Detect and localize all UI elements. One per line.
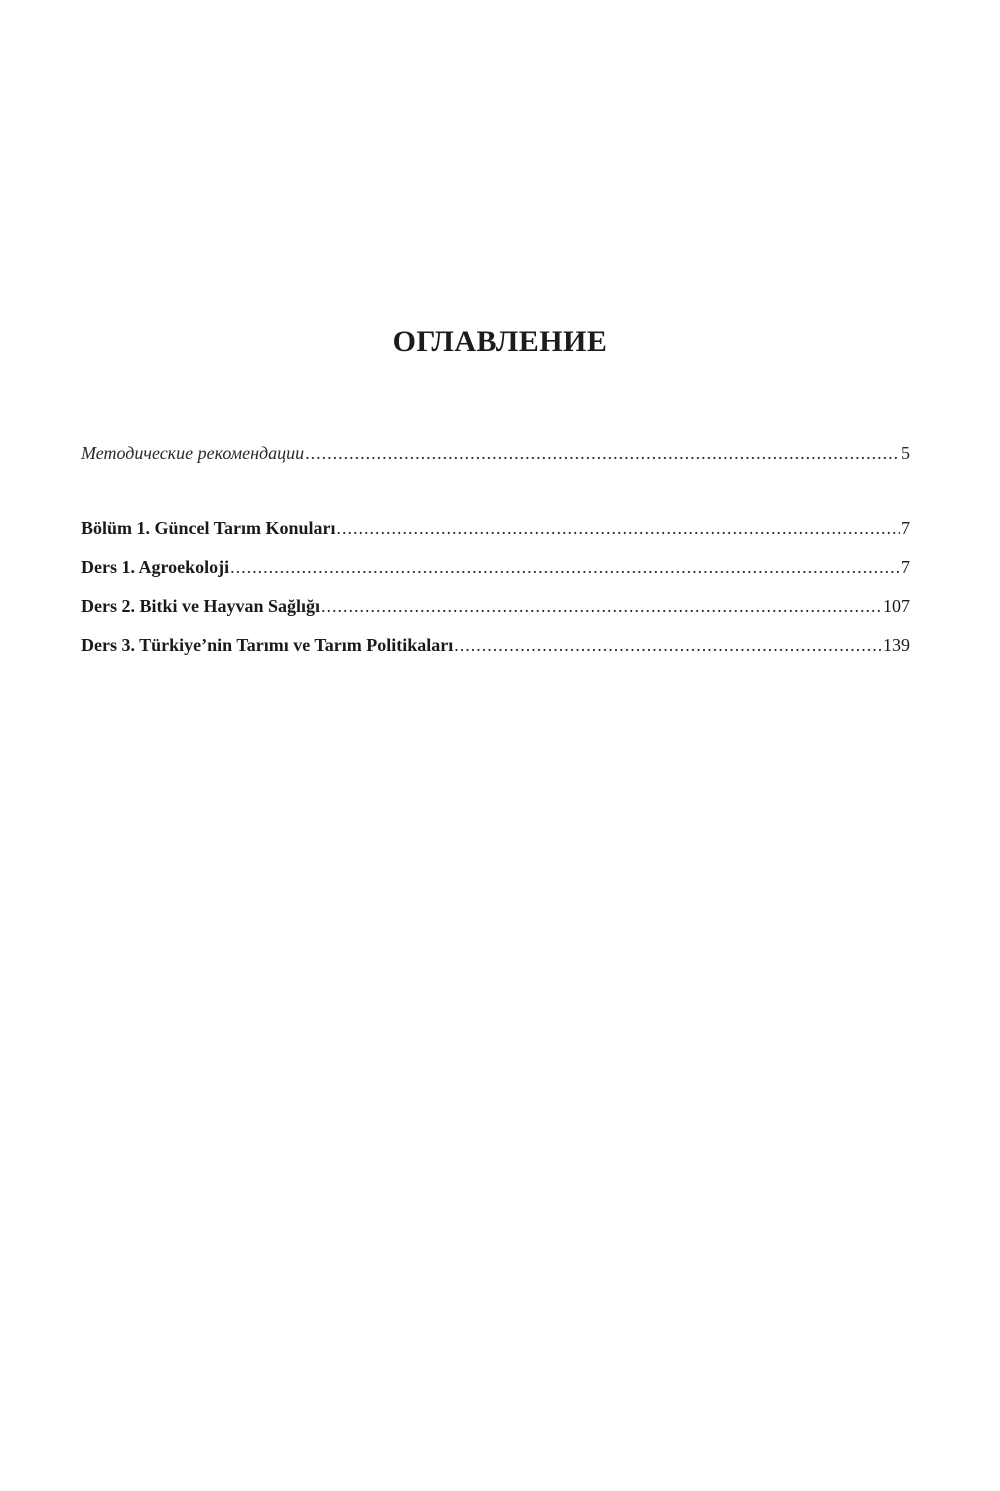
toc-entry-label: Ders 3. Türkiye’nin Tarımı ve Tarım Politikaları	[81, 635, 454, 655]
toc-entry-label: Методические рекомендации	[81, 443, 305, 463]
toc-entry-page: 107	[883, 596, 910, 616]
toc-entry-intro[interactable]	[81, 438, 910, 468]
row-spacer	[81, 543, 910, 552]
row-spacer	[81, 582, 910, 591]
toc-entry-page: 7	[901, 557, 910, 577]
toc-entry-label: Ders 2. Bitki ve Hayvan Sağlığı	[81, 596, 321, 616]
toc-entry-bolum-1[interactable]	[81, 513, 910, 543]
section-gap	[81, 468, 910, 513]
toc-entry-page: 5	[901, 443, 910, 463]
page-title: ОГЛАВЛЕНИЕ	[392, 325, 608, 358]
toc-entry-page: 7	[901, 518, 910, 538]
row-spacer	[81, 621, 910, 630]
toc-entry-page: 139	[883, 635, 910, 655]
table-of-contents	[81, 438, 910, 660]
dot-leader	[337, 513, 900, 543]
dot-leader	[305, 438, 900, 468]
dot-leader	[454, 630, 882, 660]
toc-entry-ders-2[interactable]	[81, 591, 910, 621]
toc-entry-ders-3[interactable]	[81, 630, 910, 660]
dot-leader	[230, 552, 900, 582]
toc-entry-ders-1[interactable]	[81, 552, 910, 582]
dot-leader	[321, 591, 882, 621]
toc-entry-label: Bölüm 1. Güncel Tarım Konuları	[81, 518, 336, 538]
toc-entry-label: Ders 1. Agroekoloji	[81, 557, 230, 577]
